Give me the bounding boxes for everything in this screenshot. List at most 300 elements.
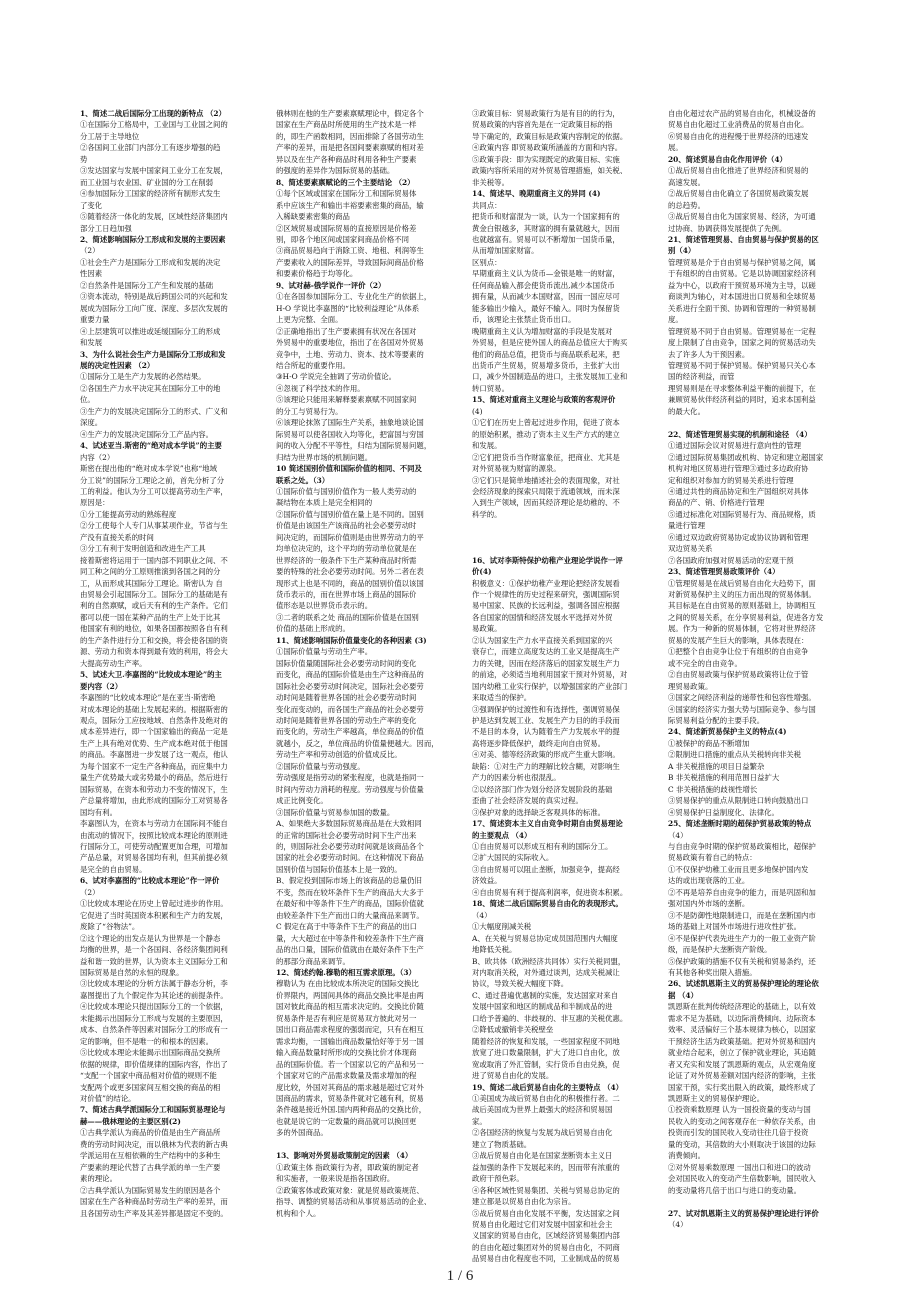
- text-line: 消费倾向。: [668, 1151, 705, 1161]
- text-line: 机构对地区贸易进行管理③通过多边政府协: [668, 464, 809, 474]
- text-line: ⑤保护政策的措施不仅有关税和贸易条约，还: [668, 956, 816, 966]
- text-line: 强对国内外市场的垄断。: [668, 899, 750, 909]
- text-line: 成正比例变化。: [276, 796, 328, 806]
- text-line: 深度。: [80, 418, 103, 428]
- text-line: 的生产条件进行分工和交换，将会使各国的资: [80, 635, 228, 645]
- text-line: ⑤随着经济一体化的发展，区域性经济集团内: [80, 212, 228, 222]
- text-line: 也就是说它的一定数量的商品就可以换回更: [276, 1116, 417, 1126]
- text-line: 政府干预色彩。: [472, 1174, 524, 1184]
- text-line: 贸易的发展产生巨大的影响，具体表现在：: [668, 635, 809, 645]
- text-line: （2）: [80, 246, 100, 256]
- text-line: 者又充实和发展了凯恩斯的观点，从宏观角度: [668, 1059, 816, 1069]
- text-line: 指导、调整的贸易活动和从事贸易活动的企业、: [276, 1197, 432, 1207]
- text-line: ③战后贸易自由化是在国家垄断资本主义日: [472, 1151, 613, 1161]
- text-line: ④不是保护代表先进生产力的一般工业资产阶: [668, 933, 816, 943]
- text-line: 国际价值量随国际社会必要劳动时间的变化: [276, 658, 417, 668]
- text-line: ⑥通过双边政府贸易协定或协议协调和管理: [668, 532, 809, 542]
- question-heading-line: 2、简述影响国际分工形成和发展的主要因素: [80, 234, 226, 244]
- text-line: ④贸易保护日益制度化、法律化。: [668, 807, 779, 817]
- text-line: ①投资乘数原理 认为一国投资量的变动与国: [668, 1105, 811, 1115]
- text-line: 要的特殊的社会必要劳动时间。另外二者在表: [276, 567, 424, 577]
- text-line: ②限制进口措施的重点从关税转向非关税: [668, 750, 802, 760]
- text-line: 国内幼稚工业实行保护，以增强国家的产业部门: [472, 681, 628, 691]
- text-line: ②各国经济的恢复与发展为战后贸易自由化: [472, 1128, 613, 1138]
- question-heading-line: 21、简述管理贸易、自由贸易与保护贸易的区: [668, 234, 819, 244]
- text-columns: [80, 108, 852, 1264]
- text-line: ③国际价值量与贸易参加国的数量。: [276, 807, 395, 817]
- text-line: 接着斯密将运用于一国内部不同职业之间、不: [80, 555, 228, 565]
- text-line: 大提高劳动生产率。: [80, 658, 147, 668]
- text-line: 凝结物在本质上是完全相同的: [276, 498, 373, 508]
- text-line: ②国际价值量与劳动强度。: [276, 761, 365, 771]
- text-line: 位。: [80, 395, 95, 405]
- text-line: ⑥该理论抹煞了国际生产关系，抽象地谈论国: [276, 418, 424, 428]
- text-line: 不变，然而在较坏条件下生产的商品大大多于: [276, 887, 424, 897]
- text-line: 际贸易利益分配的主要手段。: [668, 716, 765, 726]
- text-line: 的自由化超过集团对外的贸易自由化，不同商: [472, 1242, 620, 1252]
- text-line: 品的国际价值。若一个国家以它的产品和另一: [276, 1059, 424, 1069]
- text-line: 势: [80, 154, 88, 164]
- text-line: 商品的产、销、价格进行管理: [668, 498, 765, 508]
- question-heading-line: 赫——俄林理论的主要区别(2): [80, 1116, 181, 1126]
- text-line: 就业结合起来，创立了保护就业理论，其追随: [668, 1048, 816, 1058]
- text-line: 是完全的自由贸易。: [80, 864, 147, 874]
- text-line: 条件越是接近外国.国内两种商品的交换比价，: [276, 1105, 427, 1115]
- text-line: 国家在生产各种商品时劳动生产率的差异，而: [80, 1197, 228, 1207]
- text-line: 而工业国与农业国、矿业国的分工在削弱: [80, 177, 214, 187]
- text-line: 为每个国家不一定生产各种商品，而应集中力: [80, 761, 228, 771]
- text-line: 黄金白银越多，其财富的拥有量就越大，因而: [472, 223, 620, 233]
- text-line: 商谈判为轴心，对本国进出口贸易和全球贸易: [668, 292, 816, 302]
- text-line: 上更为完整、全面。: [276, 315, 343, 325]
- text-line: 定的影响，但不是唯一的和根本的因素。: [80, 1036, 214, 1046]
- text-line: 工，从而形成其国际分工理论。斯密认为 自: [80, 578, 223, 588]
- text-line: 原因是：: [80, 498, 110, 508]
- text-line: 和实施者，一般来说是指各国政府。: [276, 1174, 395, 1184]
- text-line: 展成为国际分工向广度、深度、多层次发展的: [80, 303, 228, 313]
- text-line: 竞争中，土地、劳动力、资本、技术等要素的: [276, 349, 424, 359]
- text-line: ②国际价值与国别价值在量上是不同的。国别: [276, 509, 424, 519]
- text-line: 干预经济生活为政策基础。把对外贸易和国内: [668, 1036, 816, 1046]
- text-line: 晚期重商主义认为增加财富的手段是发展对: [472, 326, 613, 336]
- text-line: ②战后贸易自由化确立了各国贸易政策发展: [668, 189, 809, 199]
- text-line: ①不仅保护幼稚工业而且更多地保护国内发: [668, 864, 809, 874]
- question-heading-line: 4、试述亚当.斯密的“绝对成本学说”的主要: [80, 441, 222, 451]
- text-line: ④通过共性的商品协定和生产国组织对具体: [668, 486, 809, 496]
- text-line: ①每个区域或国家在国际分工和国际贸易体: [276, 189, 417, 199]
- text-line: 异以及在生产各种商品时利用各种生产要素: [276, 154, 417, 164]
- text-line: 对内取消关税，对外通过谈判，达成关税减让: [472, 967, 620, 977]
- text-line: 科学的。: [472, 509, 502, 519]
- text-line: 级，而是保护大垄断资产阶级。: [668, 945, 772, 955]
- text-line: 积极意义：①保护幼稚产业理论把经济发展看: [472, 578, 620, 588]
- text-line: B、假定投到国际市场上的该商品的总量仍旧: [276, 876, 422, 886]
- question-heading-line: 7、简述古典学派国际分工和国际贸易理论与: [80, 1105, 226, 1115]
- text-line: 值形态是以世界货币表示的。: [276, 601, 373, 611]
- text-line: 斯密在提出他的“绝对成本学说”也称“地域: [80, 464, 217, 474]
- text-line: 外贸易中的重要地位，指出了在各国对外贸易: [276, 338, 424, 348]
- text-line: ③强调保护的过渡性和有选择性，强调贸易保: [472, 704, 620, 714]
- text-line: 它促进了当时英国资本积累和生产力的发展，: [80, 910, 228, 920]
- question-heading-line: 24、简述新贸易保护主义的特点(4): [668, 727, 787, 737]
- text-line: ②它们把货币当作财富象征，把商业、尤其是: [472, 452, 620, 462]
- text-line: 度上限制了自由竞争，国家之间的贸易活动失: [668, 338, 816, 348]
- text-line: 分工说”的国际分工理论之前，首先分析了分: [80, 475, 225, 485]
- text-line: 论证了对外贸易差额对国内经济的影响，主张: [668, 1071, 816, 1081]
- text-line: 需求均衡，一国输出商品数量恰好等于另一国: [276, 1036, 424, 1046]
- text-line: 由较差条件下生产而出口的大量商品来调节。: [276, 910, 424, 920]
- text-line: 国的经济利益，而管: [668, 372, 735, 382]
- text-line: 成本差异进行，即一个国家输出的商品一定是: [80, 727, 228, 737]
- text-line: ⑤战后贸易自由化发展不平衡，发达国家之间: [472, 1208, 620, 1218]
- text-line: 依据的规律，即价值规律的国际内容，作出了: [80, 1059, 228, 1069]
- text-line: 之间的贸易关系，在分享贸易利益，促进各方发: [668, 612, 824, 622]
- text-line: 学派运用在互相依赖的生产结构中的多种生: [80, 1151, 221, 1161]
- question-heading-line: 的主要观点 （4）: [472, 830, 532, 840]
- text-line: B、欧共体（欧洲经济共同体）实行关税同盟，: [472, 956, 626, 966]
- text-line: 投资而引发的国民收入变动往往几倍于投资: [668, 1128, 809, 1138]
- text-line: 源、劳动力和资本得到最有效的利用，将会大: [80, 647, 228, 657]
- text-line: 国出口商品需求程度的强弱而定，只有在相互: [276, 1025, 424, 1035]
- text-line: [472, 532, 656, 543]
- text-line: 非关税等。: [472, 177, 509, 187]
- text-line: ③贸易保护的重点从限制进口转向鼓励出口: [668, 796, 809, 806]
- text-line: 去了许多人为干预因素。: [668, 349, 750, 359]
- text-line: 外贸易，但是应使外国人的商品总值应大于购买: [472, 338, 628, 348]
- text-line: ②各国生产力水平决定其在国际分工中的地: [80, 383, 221, 393]
- text-line: ⑥贸易自由化的进程慢于世界经济的迅速发: [668, 131, 809, 141]
- text-line: 易中国家、民族的长远利益，强调各国应根据: [472, 601, 620, 611]
- text-line: 产要素收入的国际差异，导致国际间商品价格: [276, 257, 424, 267]
- text-line: 间决定的，而国际价值则是由世界劳动力的平: [276, 532, 424, 542]
- text-line: 能多输出少输入，最好不输入。同时为保留货: [472, 303, 620, 313]
- text-line: 贸易政策有着自己的特点：: [668, 853, 757, 863]
- text-line: A、如果绝大多数国际贸易商品是在大致相同: [276, 819, 422, 829]
- text-line: 益加强的条件下发展起来的，因而带有浓重的: [472, 1162, 620, 1172]
- text-line: 动时间是随着世界各国的社会必要劳动时间: [276, 693, 417, 703]
- text-line: 均单位决定的，这个平均的劳动单位就是在: [276, 544, 417, 554]
- text-line: 口，减少外国制造品的进口，主张发展加工业和: [472, 372, 628, 382]
- question-heading-line: 11、简述影响国际价值量变化的各种因素 (3): [276, 635, 427, 645]
- text-line: 量的变动，其倍数的大小则取决于该国的边际: [668, 1139, 816, 1149]
- text-line: 对价值”的结论。: [80, 1093, 136, 1103]
- text-line: 出货币产生贸易，贸易增多货币，主张扩大出: [472, 360, 620, 370]
- text-line: 产要素的理论代替了古典学派的单一生产要: [80, 1162, 221, 1172]
- text-line: C 非关税措施的歧视性增长: [668, 784, 758, 794]
- text-line: 的强度的差异作为国际贸易的基础。: [276, 166, 395, 176]
- text-line: 凯恩斯在批判传统经济理论的基础上，以有效: [668, 1002, 816, 1012]
- question-heading-line: 8、简述要素禀赋论的三个主要结论 （2）: [276, 177, 415, 187]
- text-line: 歪曲了社会经济发展的真实过程。: [472, 796, 583, 806]
- text-line: 贸易自由化超过它们对发展中国家和社会主: [472, 1219, 613, 1229]
- text-line: 且各国劳动生产率及其差异都是固定不变的。: [80, 1208, 228, 1218]
- text-line: 有其他各种奖出限入措施。: [668, 967, 757, 977]
- text-line: ①把整个自由竞争让位于有组织的自由竞争: [668, 647, 809, 657]
- text-line: 或不完全的自由竞争。: [668, 658, 742, 668]
- text-line: 嘉图提出了九个假定作为其论述的前提条件。: [80, 990, 228, 1000]
- text-line: 未能揭示出国际分工形成与发展的主要原因，: [80, 1013, 228, 1023]
- question-heading-line: 1、简述二战后国际分工出现的新特点 （2）: [80, 109, 226, 118]
- text-line: 多的外国商品。: [276, 1128, 328, 1138]
- text-line: 高将逐步降低保护，最终走向自由贸易。: [472, 738, 606, 748]
- text-line: 益为中心，以政府干预贸易环境为主导，以磋: [668, 280, 816, 290]
- question-heading-line: 5、试述大卫.李嘉图的“比较成本理论”的主: [80, 670, 222, 680]
- text-line: 力的关键，因而在经济落后的国家发展生产力: [472, 658, 620, 668]
- text-line: ③比较成本理论的分析方法属于静态分析，李: [80, 979, 228, 989]
- text-line: ②政策客体或政策对象：就是贸易政策规范、: [276, 1185, 424, 1195]
- text-line: [668, 1196, 852, 1207]
- text-line: 也就越富有。贸易可以不断增加一国货币量，: [472, 234, 620, 244]
- text-line: ③商品贸易趋向于消除工资、地租、利润等生: [276, 246, 424, 256]
- text-line: ①战后贸易自由化推进了世界经济和贸易的: [668, 166, 809, 176]
- text-line: 俄林则在他的生产要素禀赋理论中，假定各个: [276, 109, 424, 118]
- text-line: ①管理贸易是在战后贸易自由化大趋势下，面: [668, 578, 816, 588]
- text-line: 随着经济的恢复和发展，一些国家程度不同地: [472, 1036, 620, 1046]
- text-column-1: [80, 108, 264, 1265]
- text-line: 济效益。: [472, 876, 502, 886]
- question-heading-line: 12、简述约翰.穆勒的相互需求原理。（3）: [276, 967, 416, 977]
- text-line: 在最好和中等条件下生产的商品，国际价值就: [276, 899, 424, 909]
- text-line: 生产上具有绝对优势、生产成本绝对低于他国: [80, 738, 228, 748]
- text-line: ②认为国家生产力水平直接关系到国家的兴: [472, 635, 613, 645]
- text-line: ③二者的联系之处 商品的国际价值是在国别: [276, 612, 419, 622]
- text-line: 量进行管理: [668, 521, 705, 531]
- question-heading-line: 据 （4）: [668, 990, 698, 1000]
- text-line: ①社会生产力是国际分工形成和发展的决定: [80, 257, 221, 267]
- text-line: 费的劳动时间决定，而以俄林为代表的新古典: [80, 1139, 228, 1149]
- text-line: 内容（2）: [80, 452, 115, 462]
- text-line: ③资本流动，特别是战后跨国公司的兴起和发: [80, 292, 228, 302]
- text-line: ①国际价值与国别价值作为一般人类劳动的: [276, 486, 417, 496]
- text-line: [276, 1139, 460, 1150]
- text-line: 和发展。: [472, 441, 502, 451]
- text-line: ①在国际分工格局中，工业国与工业国之间的: [80, 120, 228, 130]
- text-line: 品贸易自由化程度也不同，工业制成品的贸易: [472, 1254, 620, 1264]
- text-line: 国商品的需求，贸易条件就对它越有利，贸易: [276, 1093, 424, 1103]
- text-line: 的分工与贸易行为。: [276, 406, 343, 416]
- text-line: 展。: [668, 143, 683, 153]
- text-line: 和要素价格趋于均等化。: [276, 269, 358, 279]
- text-line: 展。作为一种新的贸易体制，它将对世界经济: [668, 624, 816, 634]
- text-line: 贸易政策的内容首先是在一定政策目标的指: [472, 120, 613, 130]
- text-line: ⑤通过标准化对国际贸易行为、商品规格，质: [668, 509, 816, 519]
- text-line: ③保护对象的选择缺乏客观具体的标准。: [472, 807, 606, 817]
- text-line: 高速发展。: [668, 177, 705, 187]
- text-line: 其目标是在自由贸易的原则基础上，协调相互: [668, 601, 816, 611]
- text-line: ③它们只是简单地描述社会的表面现象，对社: [472, 475, 620, 485]
- text-line: 国家在生产商品时所使用的生产技术是一样: [276, 120, 417, 130]
- text-line: ①它们在历史上曾起过进步作用，促进了资本: [472, 418, 620, 428]
- text-line: ④政策内容 即贸易政策所涵盖的方面和内容。: [472, 143, 623, 153]
- text-line: 工的利益。他认为分工可以提高劳动生产率，: [80, 486, 228, 496]
- text-line: 早期重商主义认为货币—金银是唯一的财富，: [472, 269, 620, 279]
- text-line: （2）: [80, 887, 100, 897]
- text-line: ④忽视了科学技术的作用。: [276, 383, 365, 393]
- text-line: ①自由贸易可以形成互相有利的国际分工。: [472, 842, 613, 851]
- text-line: 产品总量，对贸易各国均有利，但其前提必须: [80, 853, 228, 863]
- text-line: 时间内劳动力消耗的程度。劳动强度与价值量: [276, 784, 424, 794]
- text-line: ③分工有利于发明创造和改进生产工具: [80, 544, 206, 554]
- text-line: 导下确定的，政策目标是政策内容制定的依据。: [472, 131, 628, 141]
- text-line: ④生产力的发展决定国际分工产品内容。: [80, 429, 214, 439]
- text-line: 重要力量: [80, 315, 110, 325]
- text-line: 管理贸易不同于保护贸易。保护贸易只关心本: [668, 360, 816, 370]
- text-line: 的总趋势。: [668, 200, 705, 210]
- text-line: 的，即生产函数相同，因而排除了各国劳动生: [276, 131, 424, 141]
- text-line: 协议，导致关税大幅度下降。: [472, 979, 569, 989]
- text-line: 的变动量将几倍于出口与进口的变动量。: [668, 1185, 802, 1195]
- text-line: 均衡的世界，是一个各国间、各经济集团间利: [80, 945, 228, 955]
- page-number: 1 / 6: [446, 1268, 474, 1284]
- question-heading-line: 14、简述早、晚期重商主义的异同 (4): [472, 189, 601, 199]
- text-line: 理贸易则是在寻求整体利益平衡的前提下，在: [668, 383, 816, 393]
- text-line: 对成本理论的基础上发展起来的。根据斯密的: [80, 704, 228, 714]
- text-line: 衰存亡，而建立高度发达的工业又是提高生产: [472, 647, 620, 657]
- text-line: 从而增加国家财富。: [472, 246, 539, 256]
- text-line: 机构和个人。: [276, 1208, 321, 1218]
- text-line: 和发展: [80, 338, 103, 348]
- text-line: 对外贸易视为财富的源泉。: [472, 464, 561, 474]
- text-line: [472, 520, 656, 531]
- text-line: B 非关税措施的利用范围日益扩大: [668, 773, 780, 783]
- text-line: 共同点：: [472, 200, 502, 210]
- text-line: ①美国成为战后贸易自由化的积极推行者。二: [472, 1093, 620, 1103]
- text-line: A、在关税与贸易总协定成员国范围内大幅度: [472, 933, 618, 943]
- text-line: 货币表示的，而在世界市场上商品的国际价: [276, 590, 417, 600]
- text-line: 进了贸易自由化的发展。: [472, 1071, 554, 1081]
- text-line: 的前途，必须适当地利用国家干预对外贸易，对: [472, 670, 628, 680]
- text-line: 他国家有利的地位，如果各国都按照各自有利: [80, 624, 228, 634]
- text-line: 产没有直接关系的时间: [80, 532, 154, 542]
- text-line: 间的收入分配不平等性，归结为国际贸易问题，: [276, 441, 432, 451]
- question-heading-line: 6、试对李嘉图的“比较成本理论”作一评价: [80, 876, 220, 886]
- text-line: 归结为世界市场的机制问题。: [276, 452, 373, 462]
- text-line: 变化而变动的，而各国生产商品的社会必要劳: [276, 704, 424, 714]
- text-line: 国际社会必要劳动时间决定，国际社会必要劳: [276, 681, 424, 691]
- text-line: ④各种区域性贸易集团、关税与贸易总协定的: [472, 1185, 620, 1195]
- text-line: 同工种之间的分工原则推演到各国之间的分: [80, 567, 221, 577]
- text-line: ③生产力的发展决定国际分工的形式、广义和: [80, 406, 228, 416]
- text-line: 国别价值与国际价值基本上是一致的。: [276, 864, 402, 874]
- text-line: 品的出口量，国际价值就由在最好条件下生产: [276, 945, 424, 955]
- text-line: 对新贸易保护主义的压力而出现的贸易体制。: [668, 590, 816, 600]
- text-column-4: [668, 108, 852, 1265]
- text-line: 观点，国际分工应按地域、自然条件及绝对的: [80, 716, 228, 726]
- text-line: ④对美、德等经济政策的形成产生重大影响。: [472, 750, 620, 760]
- text-line: 地降低关税。: [472, 945, 517, 955]
- text-line: ②分工使每个人专门从事某项作业，节省与生: [80, 521, 228, 531]
- text-line: ③发达国家与发展中国家间工业分工在发展，: [80, 166, 228, 176]
- text-line: 性因素: [80, 269, 103, 279]
- text-line: ①分工能提高劳动的熟练程度: [80, 509, 177, 519]
- text-line: 兼顾贸易伙伴经济利益的同时，追求本国利益: [668, 395, 816, 405]
- text-line: ⑤比较成本理论未能揭示出国际商品交换所: [80, 1048, 221, 1058]
- text-line: 量，大大超过在中等条件和较差条件下生产商: [276, 933, 424, 943]
- text-line: 产力的因素分析也很混乱。: [472, 773, 561, 783]
- question-heading-line: 联系之处。（3）: [276, 475, 330, 485]
- text-line: ②各国间工业部门内部分工有逐步增强的趋: [80, 143, 221, 153]
- text-line: 自由化超过农产品的贸易自由化，机械设备的: [668, 109, 816, 118]
- text-line: 于有组织的自由贸易。它是以协调国家经济利: [668, 269, 816, 279]
- text-line: 李嘉图认为，在资本与劳动力在国际间不能自: [80, 819, 228, 829]
- text-line: 家。: [472, 1116, 487, 1126]
- text-line: ③国家之间经济利益的递带性和包容性增强。: [668, 693, 816, 703]
- text-line: ⑦各国政府加强对贸易活动的宏观干预: [668, 555, 794, 565]
- text-line: ②通过国际贸易集团或机构、协定和建立超国家: [668, 452, 824, 462]
- text-line: ①在各国参加国际分工、专业化生产的依据上，: [276, 292, 432, 302]
- text-line: ①比较成本理论在历史上曾起过进步的作用。: [80, 899, 228, 909]
- text-line: 国家的社会必要劳动时间。在这种情况下商品: [276, 853, 424, 863]
- text-line: 易政策。: [472, 624, 502, 634]
- text-line: 度。: [668, 315, 683, 325]
- text-line: 的正常的国际社会必要劳动时间下生产出来: [276, 830, 417, 840]
- text-line: ③自由贸易可以阻止垄断，加强竞争，提高经: [472, 864, 620, 874]
- text-line: ②自然条件是国际分工产生和发展的基础: [80, 280, 214, 290]
- question-heading-line: 27、试对凯恩斯主义的贸易保护理论进行评价: [668, 1208, 819, 1218]
- question-heading-line: 3、为什么说社会生产力是国际分工形成和发: [80, 349, 226, 359]
- text-line: 就越小，反之，单位商品的价值量便越大。因而，: [276, 738, 439, 748]
- question-heading-line: 9、试对赫-俄学说作一评价（2）: [276, 280, 386, 290]
- text-line: 理贸易政策。: [668, 681, 713, 691]
- text-line: 会对国民收入的变动产生倍数影响，国民收入: [668, 1174, 816, 1184]
- text-line: 需求不足为基础，以边际消费倾向、边际资本: [668, 1013, 816, 1023]
- text-line: ②扩大国民的实际收入。: [472, 853, 554, 863]
- text-line: ①国际分工是生产力发展的必然结果。: [80, 372, 206, 382]
- text-line: 穆勒认为 在由比较成本所决定的国际交换比: [276, 979, 419, 989]
- text-line: “支配一个国家中商品相对价值的规则不能: [80, 1071, 217, 1081]
- text-line: 现形式上也是不同的，商品的国别价值以该国: [276, 578, 424, 588]
- text-line: 币，该理论主张禁止货币出口。: [472, 315, 576, 325]
- text-line: 会经济现象的探索只局限于流通领域，而未深: [472, 486, 620, 496]
- text-line: 效率、灵活偏好三个基本规律为核心，以国家: [668, 1025, 816, 1035]
- text-line: ①被保护的商品不断增加: [668, 738, 750, 748]
- text-line: 的最大化。: [668, 406, 705, 416]
- text-line: ④上层建筑可以推进或延缓国际分工的形成: [80, 326, 221, 336]
- text-line: ①通过国际会议对贸易进行意向性的管理: [668, 441, 802, 451]
- text-line: （4）: [668, 1219, 688, 1229]
- question-heading-line: 要内容（2）: [80, 681, 123, 691]
- text-line: 国际贸易是自然的永恒的现象。: [80, 967, 184, 977]
- text-line: 发展中国家和地区的制成品和半制成品的进: [472, 1002, 613, 1012]
- text-line: 际贸易可以使各国收入均等化，把富国与穷国: [276, 429, 424, 439]
- question-heading-line: 22、简述管理贸易实现的机制和途径 （4）: [668, 429, 812, 439]
- text-line: 输入商品数量时所形成的交换比价才体现商: [276, 1048, 417, 1058]
- text-line: 任何商品输入都会使货币流出,减少本国货币: [472, 280, 615, 290]
- text-line: 结合所起的重要作用。: [276, 360, 350, 370]
- text-line: ②古典学派认为国际贸易发生的原因是各个: [80, 1185, 221, 1195]
- text-line: 凯恩斯主义的贸易保护理论。: [668, 1093, 765, 1103]
- text-line: 量生产优势最大或劣势最小的商品，然后进行: [80, 773, 228, 783]
- text-line: 国对彼此商品的相互需求决定的。交换比价随: [276, 1002, 424, 1012]
- text-line: 建立都是以贸易自由化为宗旨。: [472, 1197, 576, 1207]
- text-line: 部分工日趋加强: [80, 223, 132, 233]
- text-line: 作一个规律性的历史过程来研究，强调国际贸: [472, 590, 620, 600]
- text-line: 劳动生产率和劳动创造的价值成反比。: [276, 750, 402, 760]
- text-line: 来取适当的保护。: [472, 693, 532, 703]
- text-line: 而变化，商品的国际价值是由生产这种商品的: [276, 670, 424, 680]
- text-line: 他们的商品总值，把货币与商品联系起来，把: [472, 349, 620, 359]
- text-line: 而变化的，劳动生产率越高，单位商品的价值: [276, 727, 424, 737]
- text-line: 建立了物质基础。: [472, 1139, 532, 1149]
- text-line: 不是目的本身，认为随着生产力发展水平的提: [472, 727, 620, 737]
- text-line: 价值是由该国生产该商品的社会必要劳动时: [276, 521, 417, 531]
- text-line: ①古典学派认为商品的价值是由生产商品所: [80, 1128, 221, 1138]
- text-line: 动时间是随着世界各国的劳动生产率的变化: [276, 716, 417, 726]
- question-heading-line: 展的决定性因素 （2）: [80, 360, 155, 370]
- question-heading-line: 19、简述二战后贸易自由化的主要特点 （4）: [472, 1082, 624, 1092]
- text-line: 双边贸易关系: [668, 544, 713, 554]
- text-line: ②正确地指出了生产要素拥有状况在各国对: [276, 326, 417, 336]
